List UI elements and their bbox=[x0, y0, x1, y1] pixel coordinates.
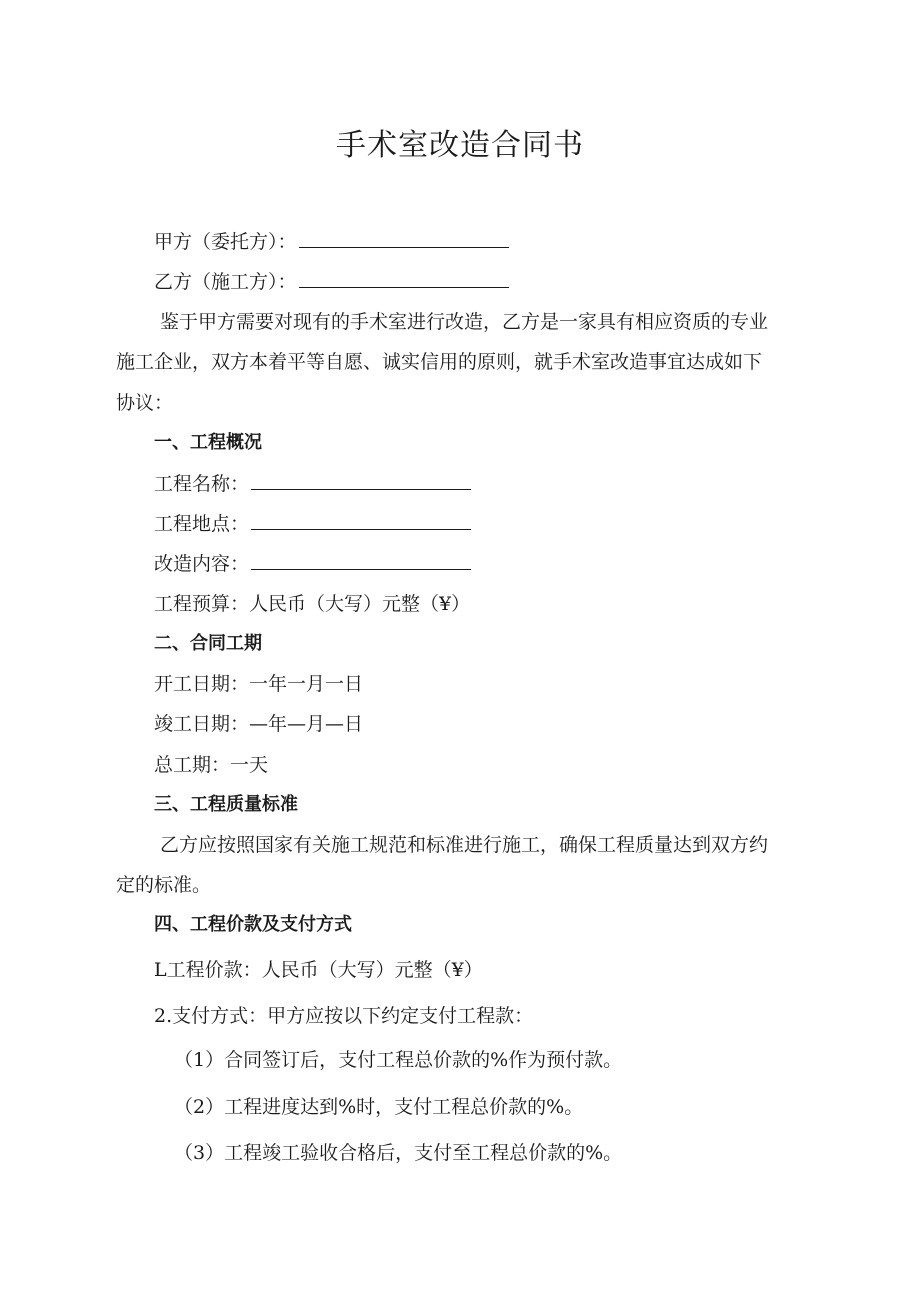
party-a-label: 甲方（委托方）： bbox=[154, 231, 297, 253]
preamble-line-2: 施工企业，双方本着平等自愿、诚实信用的原则，就手术室改造事宜达成如下 bbox=[116, 351, 763, 373]
section1-heading: 一、工程概况 bbox=[154, 432, 262, 453]
quality-line-1: 乙方应按照国家有关施工规范和标准进行施工，确保工程质量达到双方约 bbox=[160, 834, 769, 856]
project-name-blank bbox=[251, 471, 471, 490]
party-b-label: 乙方（施工方）： bbox=[154, 271, 297, 293]
project-name-label: 工程名称： bbox=[154, 473, 250, 495]
total-duration: 总工期：一天 bbox=[154, 754, 269, 776]
renovation-content-line bbox=[154, 551, 471, 577]
party-b-line bbox=[154, 269, 509, 295]
section3-heading: 三、工程质量标准 bbox=[154, 794, 298, 815]
renovation-content-label: 改造内容： bbox=[154, 553, 250, 575]
project-location-blank bbox=[251, 511, 471, 530]
project-budget: 工程预算：人民币（大写）元整（¥） bbox=[154, 593, 471, 615]
document-title: 手术室改造合同书 bbox=[336, 128, 584, 163]
project-location-label: 工程地点： bbox=[154, 513, 250, 535]
section2-heading: 二、合同工期 bbox=[154, 633, 262, 654]
project-location-line bbox=[154, 511, 471, 537]
project-name-line bbox=[154, 471, 471, 497]
payment-method: 2.支付方式：甲方应按以下约定支付工程款： bbox=[154, 1005, 534, 1027]
party-b-blank bbox=[299, 269, 509, 288]
payment-item-3: （3）工程竣工验收合格后，支付至工程总价款的%。 bbox=[174, 1142, 623, 1164]
renovation-content-blank bbox=[251, 551, 471, 570]
preamble-line-1: 鉴于甲方需要对现有的手术室进行改造，乙方是一家具有相应资质的专业 bbox=[160, 311, 769, 333]
payment-item-1: （1）合同签订后，支付工程总价款的%作为预付款。 bbox=[174, 1049, 623, 1071]
party-a-blank bbox=[299, 229, 509, 248]
preamble-line-3: 协议： bbox=[116, 392, 174, 414]
payment-item-2: （2）工程进度达到%时，支付工程总价款的%。 bbox=[174, 1096, 584, 1118]
contract-price: L工程价款：人民币（大写）元整（¥） bbox=[154, 959, 483, 981]
quality-line-2: 定的标准。 bbox=[116, 874, 212, 896]
party-a-line bbox=[154, 229, 509, 255]
start-date: 开工日期：一年一月一日 bbox=[154, 673, 364, 695]
end-date: 竣工日期：—年—月—日 bbox=[154, 713, 364, 735]
section4-heading: 四、工程价款及支付方式 bbox=[154, 914, 352, 935]
